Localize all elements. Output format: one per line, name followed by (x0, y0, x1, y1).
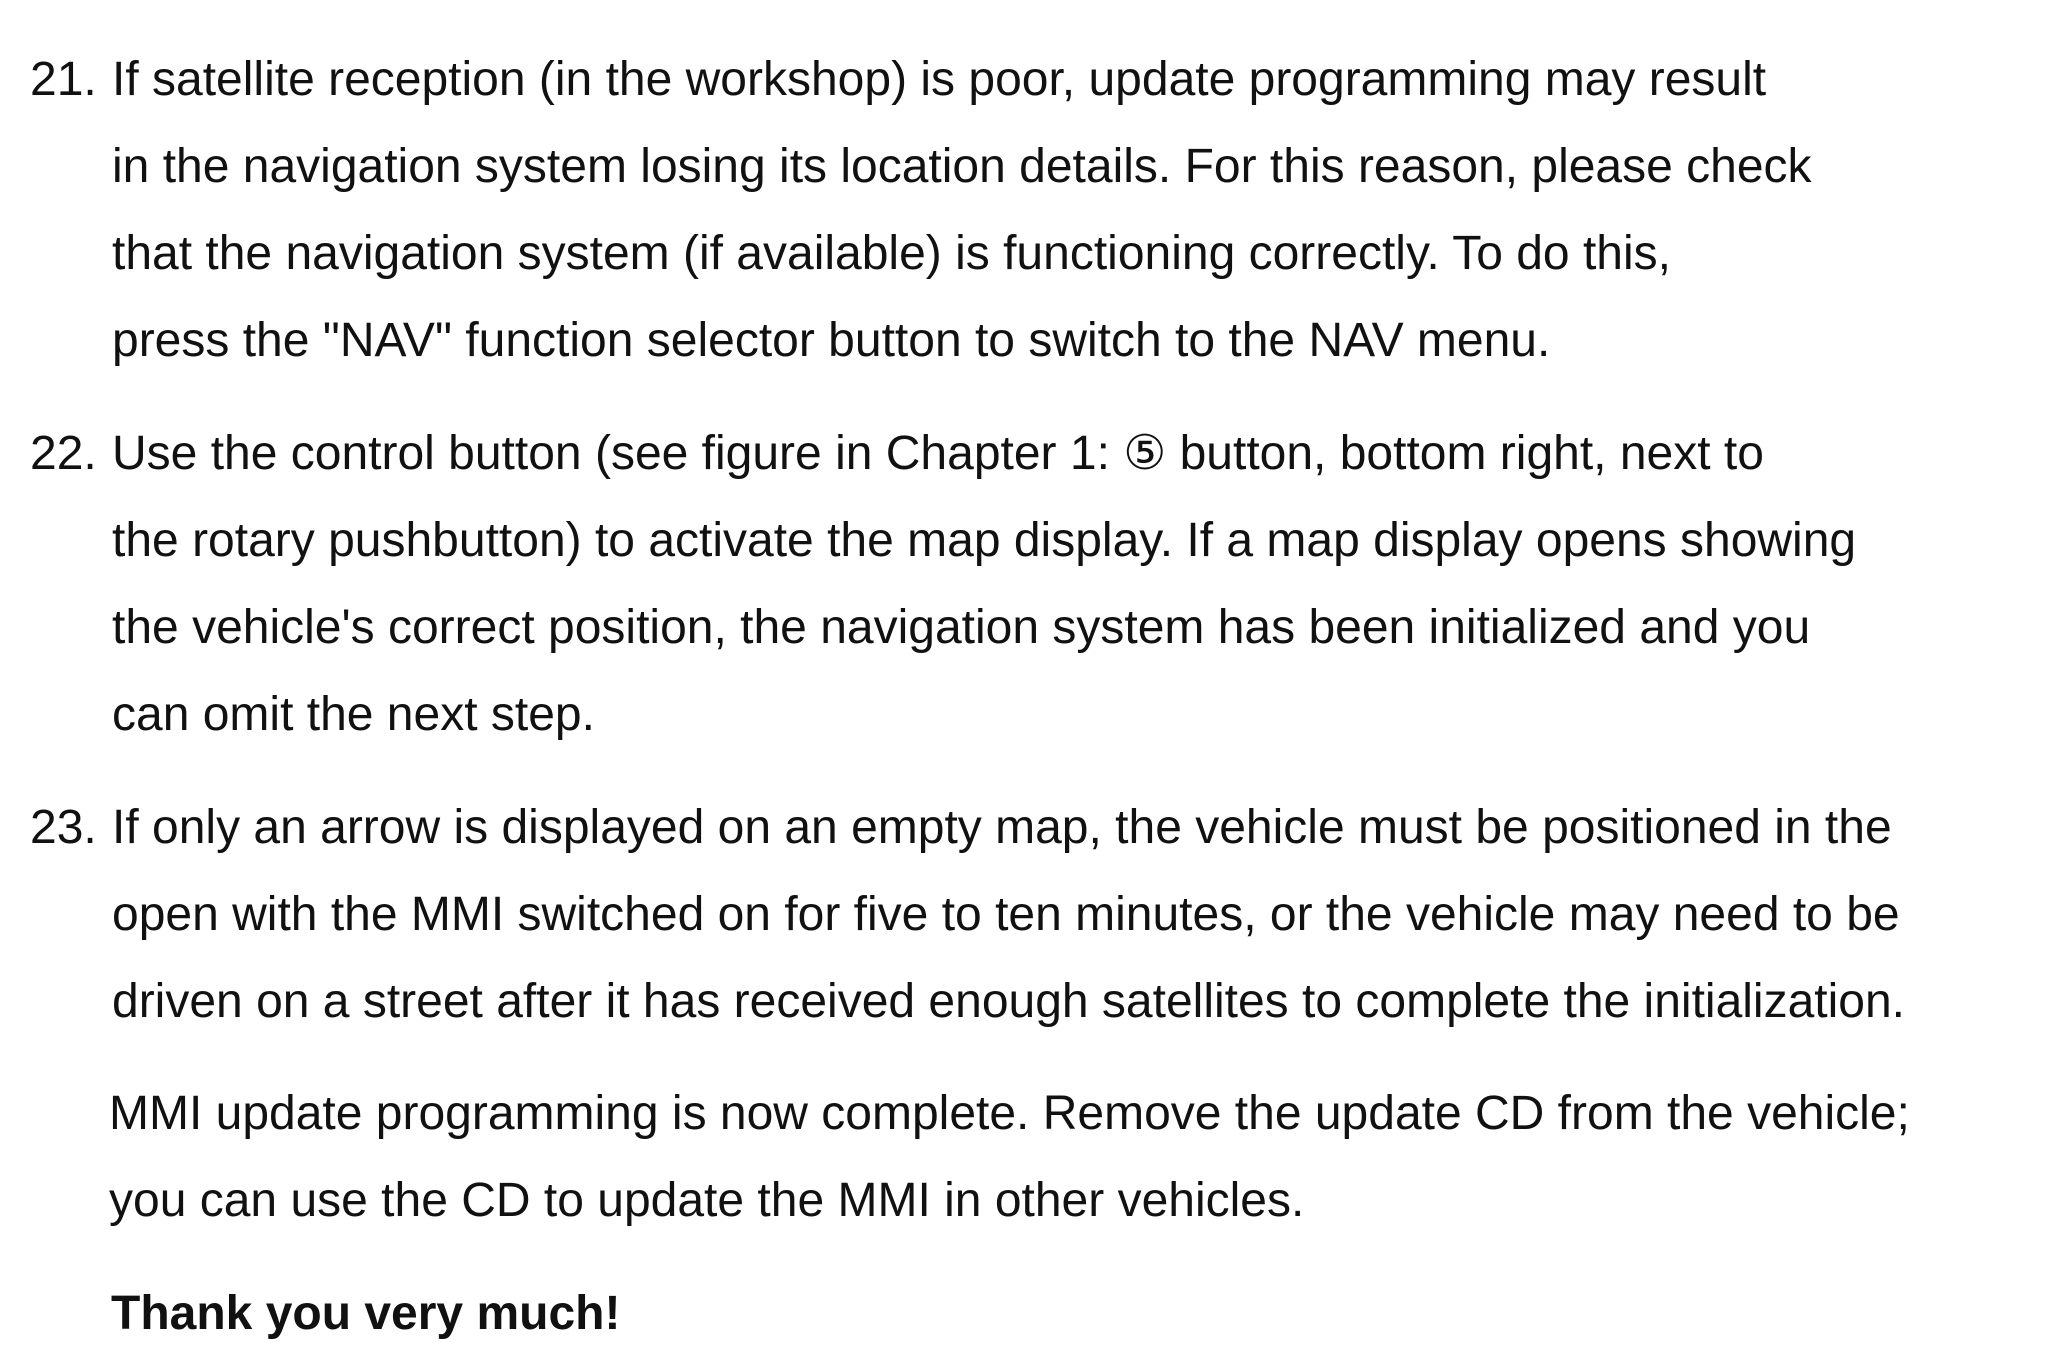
step-number: 23. (30, 801, 97, 854)
step-text-line: If satellite reception (in the workshop) is poor, update programming may result (112, 53, 1767, 106)
step-text-line: driven on a street after it has received enough satellites to complete the initialization. (112, 975, 1906, 1028)
step-text-line: can omit the next step. (112, 688, 595, 741)
step-text-line: the vehicle's correct position, the navigation system has been initialized and you (112, 601, 1811, 654)
step-text-line: If only an arrow is displayed on an empty map, the vehicle must be positioned in the (112, 801, 1892, 854)
step-text-line: open with the MMI switched on for five to ten minutes, or the vehicle may need to be (112, 888, 1900, 941)
closing-paragraph-line: you can use the CD to update the MMI in other vehicles. (109, 1174, 1305, 1227)
closing-paragraph-line: MMI update programming is now complete. Remove the update CD from the vehicle; (109, 1087, 1910, 1140)
step-text-line: press the "NAV" function selector button to switch to the NAV menu. (112, 314, 1551, 367)
step-text-line: the rotary pushbutton) to activate the map display. If a map display opens showing (112, 514, 1857, 567)
step-number: 21. (30, 53, 97, 106)
thanks-text: Thank you very much! (111, 1287, 621, 1340)
step-text-line: Use the control button (see figure in Chapter 1: ⑤ button, bottom right, next to (112, 427, 1764, 480)
step-number: 22. (30, 427, 97, 480)
step-text-line: in the navigation system losing its location details. For this reason, please check (112, 140, 1812, 193)
step-text-line: that the navigation system (if available) is functioning correctly. To do this, (112, 227, 1671, 280)
